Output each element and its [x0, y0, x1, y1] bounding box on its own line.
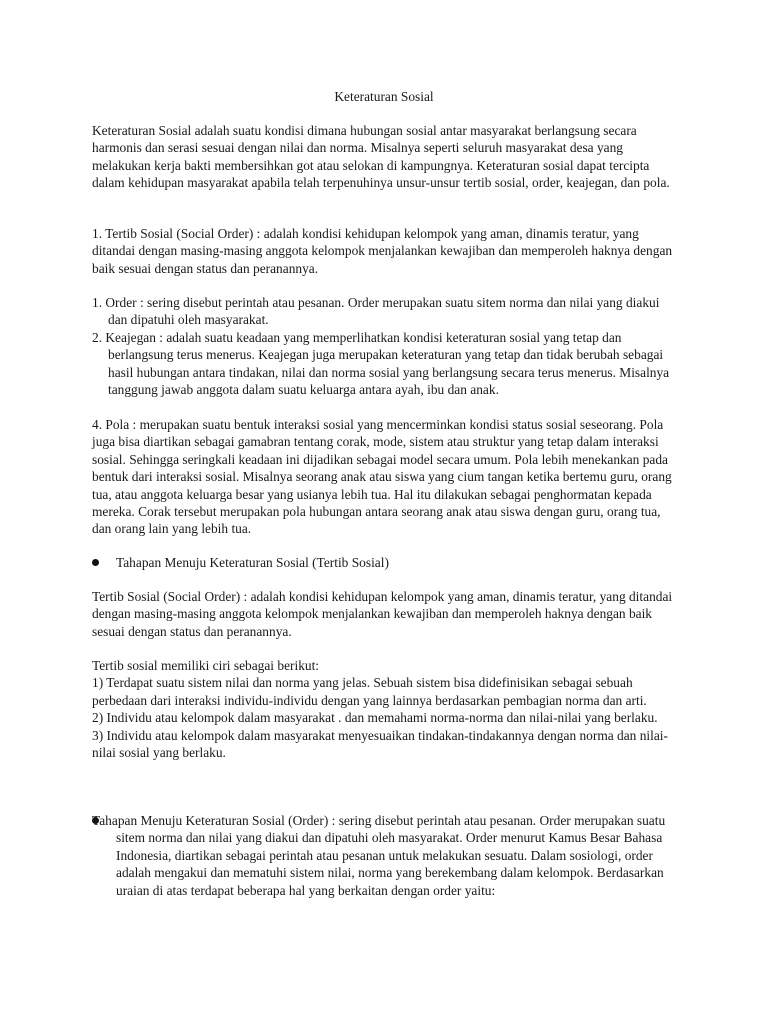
bullet-icon	[92, 559, 99, 566]
paragraph-intro: Keteraturan Sosial adalah suatu kondisi dimana hubungan sosial antar masyarakat berlangsung secara harmonis dan serasi sesuai dengan nilai dan norma. Misalnya seperti seluruh masyarakat desa yang melakukan kerja bakti membersihkan got atau selokan di kampungnya. Keteraturan sosial dapat tercipta dalam kehidupan masyarakat apabila telah terpenuhinya unsur-unsur tertib sosial, order, keajegan, dan pola.	[92, 123, 670, 191]
paragraph-tertib-sosial-definition: Tertib Sosial (Social Order) : adalah kondisi kehidupan kelompok yang aman, dinamis teratur, yang ditandai dengan masing-masing anggota kelompok menjalankan kewajiban dan memperoleh haknya dengan baik sesuai dengan status dan peranannya.	[92, 589, 673, 639]
list-item-order: 1. Order : sering disebut perintah atau pesanan. Order merupakan suatu sitem norma dan nilai yang diakui dan dipatuhi oleh masyarakat.	[92, 295, 660, 328]
list-item-keajegan: 2. Keajegan : adalah suatu keadaan yang memperlihatkan kondisi keteraturan sosial yang tetap dan berlangsung terus menerus. Keajegan juga merupakan keteraturan yang tetap dan tidak berubah sebagai hasil hubungan antara tindakan, nilai dan norma sosial yang berlangsung secara terus menerus. Misalnya tanggung jawab anggota dalam suatu keluarga antara ayah, ibu dan anak.	[92, 329, 670, 398]
bullet-text: Tahapan Menuju Keteraturan Sosial (Order) : sering disebut perintah atau pesanan. Order merupakan suatu sitem norma dan nilai yang diakui dan dipatuhi oleh masyarakat. Order menurut Kamus Besar Bahasa Indonesia, diartikan sebagai perintah atau pesanan untuk melakukan sesuatu. Dalam sosiologi, order adalah mengakui dan mematuhi sistem nilai, norma yang berekembang dalam kelompok. Berdasarkan uraian di atas terdapat beberapa hal yang berkaitan dengan order yaitu:	[92, 813, 666, 898]
bullet-order	[92, 812, 682, 899]
ciri-item-3: 3) Individu atau kelompok dalam masyarakat menyesuaikan tindakan-tindakannya dengan norma dan nilai-nilai sosial yang berlaku.	[92, 727, 668, 761]
bullet-tertib-sosial	[92, 554, 682, 571]
bullet-text: Tahapan Menuju Keteraturan Sosial (Tertib Sosial)	[116, 555, 389, 570]
ciri-item-1: 1) Terdapat suatu sistem nilai dan norma yang jelas. Sebuah sistem bisa didefinisikan sebagai sebuah perbedaan dari interaksi individu-individu dengan yang lainnya berdasarkan pembagian norma dan arti.	[92, 675, 647, 708]
ciri-item-2: 2) Individu atau kelompok dalam masyarakat . dan memahami norma-norma dan nilai-nilai yang berlaku.	[92, 710, 658, 726]
element-list	[92, 294, 682, 398]
ciri-section	[92, 657, 682, 761]
paragraph-pola: 4. Pola : merupakan suatu bentuk interaksi sosial yang mencerminkan kondisi status sosial seseorang. Pola juga bisa diartikan sebagai gamabran tentang corak, mode, sistem atau struktur yang tetap dalam interaksi sosial. Sehingga seringkali keadaan ini dijadikan sebagai model secara umum. Pola lebih menekankan pada bentuk dari interaksi sosial. Misalnya seorang anak atau siswa yang cium tangan ketika bertemu guru, orang tua, atau anggota keluarga besar yang usianya lebih tua. Hal itu dilakukan sebagai penghormatan kepada mereka. Corak tersebut merupakan pola hubungan antara seorang anak atau siswa dengan guru, orang tua, dan orang lain yang lebih tua.	[92, 417, 672, 537]
document-title: Keteraturan Sosial	[334, 89, 434, 104]
ciri-intro: Tertib sosial memiliki ciri sebagai berikut:	[92, 658, 320, 673]
paragraph-tertib-sosial: 1. Tertib Sosial (Social Order) : adalah kondisi kehidupan kelompok yang aman, dinamis teratur, yang ditandai dengan masing-masing anggota kelompok menjalankan kewajiban dan memperoleh haknya dengan baik sesuai dengan status dan peranannya.	[92, 226, 673, 276]
